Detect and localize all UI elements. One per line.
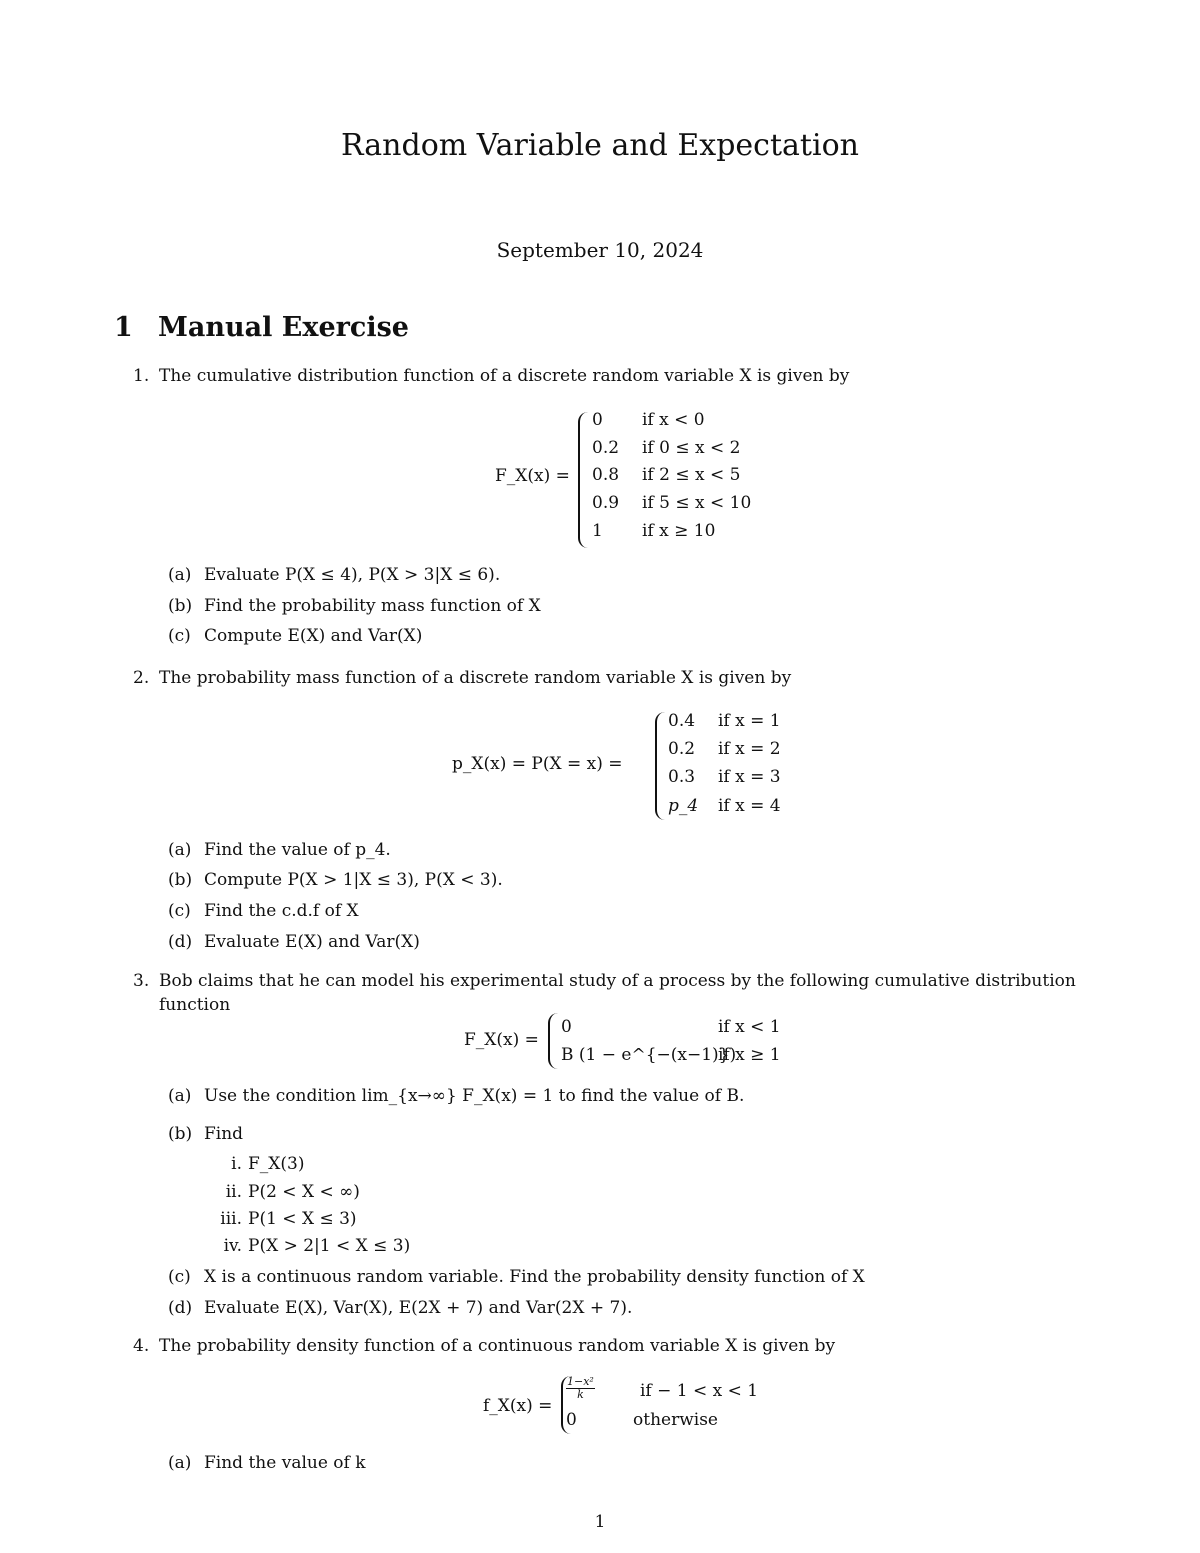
part-label: (c): [168, 626, 191, 646]
part-label: (b): [168, 1124, 193, 1144]
part-text: Compute E(X) and Var(X): [204, 626, 423, 646]
q2-case-value: p_4: [668, 796, 699, 816]
part-label: (a): [168, 565, 192, 585]
question-number: 1.: [133, 366, 150, 386]
subpart-text: F_X(3): [248, 1154, 305, 1174]
question-number: 4.: [133, 1336, 150, 1356]
part-label: (d): [168, 1298, 193, 1318]
part-text: Find the value of k: [204, 1453, 366, 1473]
question-4: [133, 1336, 835, 1356]
q1-lhs: F_X(x) =: [495, 466, 570, 486]
question-3: [133, 971, 1076, 991]
q2-brace: [655, 712, 667, 820]
q4-lhs: f_X(x) =: [483, 1396, 553, 1416]
q4-case-value: 0: [566, 1410, 577, 1430]
q3-case-condition: if x < 1: [718, 1017, 781, 1037]
q3-case-value: 0: [561, 1017, 572, 1037]
q3-case-value: B (1 − e^{−(x−1)}): [561, 1045, 737, 1065]
part-label: (b): [168, 870, 193, 890]
subpart-text: P(2 < X < ∞): [248, 1182, 360, 1202]
page-number: 1: [594, 1512, 606, 1532]
q3-subpart-iii: [200, 1209, 357, 1229]
question-text: The probability mass function of a discrete random variable X is given by: [159, 668, 792, 688]
q1-case-condition: if 5 ≤ x < 10: [642, 493, 752, 513]
q1-case-value: 0: [592, 410, 603, 430]
q2-part-d: [168, 932, 420, 952]
q3-subpart-i: [200, 1154, 304, 1174]
fraction-numerator: 1−x²: [567, 1375, 594, 1388]
q4-case-condition: otherwise: [633, 1410, 718, 1430]
part-label: (a): [168, 1453, 192, 1473]
q2-case-value: 0.2: [668, 739, 696, 759]
q1-case-value: 0.8: [592, 465, 620, 485]
part-text: Evaluate E(X), Var(X), E(2X + 7) and Var(2X + 7).: [204, 1298, 633, 1318]
part-text: Compute P(X > 1|X ≤ 3), P(X < 3).: [204, 870, 503, 890]
subpart-label: ii.: [225, 1182, 242, 1202]
question-text: The probability density function of a continuous random variable X is given by: [159, 1336, 836, 1356]
q3-part-a: [168, 1086, 744, 1106]
part-text: Evaluate P(X ≤ 4), P(X > 3|X ≤ 6).: [204, 565, 501, 585]
q2-case-condition: if x = 1: [718, 711, 781, 731]
q1-case-value: 0.2: [592, 438, 620, 458]
q3-lhs: F_X(x) =: [464, 1030, 539, 1050]
q2-part-c: [168, 901, 359, 921]
q2-part-a: [168, 840, 391, 860]
document-date: September 10, 2024: [496, 238, 704, 262]
document-title: Random Variable and Expectation: [341, 128, 859, 163]
q1-brace: [578, 412, 590, 548]
q1-case-condition: if x ≥ 10: [642, 521, 716, 541]
q4-part-a: [168, 1453, 366, 1473]
subpart-text: P(1 < X ≤ 3): [248, 1209, 357, 1229]
section-number: 1: [114, 312, 133, 343]
subpart-label: i.: [231, 1154, 242, 1174]
q1-part-a: [168, 565, 500, 585]
question-number: 2.: [133, 668, 150, 688]
q4-fraction: [566, 1376, 595, 1401]
q2-lhs: p_X(x) = P(X = x) =: [452, 754, 623, 774]
part-text: X is a continuous random variable. Find the probability density function of X: [204, 1267, 865, 1287]
part-label: (a): [168, 840, 192, 860]
q1-case-value: 1: [592, 521, 603, 541]
q2-case-value: 0.4: [668, 711, 696, 731]
subpart-label: iv.: [223, 1236, 242, 1256]
q1-part-b: [168, 596, 541, 616]
q3-part-b: [168, 1124, 243, 1144]
q3-case-condition: if x ≥ 1: [718, 1045, 781, 1065]
part-label: (b): [168, 596, 193, 616]
part-label: (c): [168, 901, 191, 921]
part-text: Find the c.d.f of X: [204, 901, 359, 921]
question-text-continued: function: [159, 995, 231, 1015]
question-1: [133, 366, 849, 386]
q3-brace: [548, 1013, 560, 1069]
subpart-label: iii.: [220, 1209, 242, 1229]
question-text: The cumulative distribution function of a discrete random variable X is given by: [159, 366, 850, 386]
q3-part-d: [168, 1298, 632, 1318]
q2-case-value: 0.3: [668, 767, 696, 787]
q1-case-value: 0.9: [592, 493, 620, 513]
q1-case-condition: if 2 ≤ x < 5: [642, 465, 741, 485]
q4-case-condition: if − 1 < x < 1: [640, 1381, 759, 1401]
q2-part-b: [168, 870, 503, 890]
q1-case-condition: if 0 ≤ x < 2: [642, 438, 741, 458]
q3-part-c: [168, 1267, 865, 1287]
q1-case-condition: if x < 0: [642, 410, 705, 430]
q3-subpart-iv: [200, 1236, 410, 1256]
subpart-text: P(X > 2|1 < X ≤ 3): [248, 1236, 411, 1256]
part-text: Evaluate E(X) and Var(X): [204, 932, 420, 952]
part-label: (c): [168, 1267, 191, 1287]
q2-case-condition: if x = 4: [718, 796, 781, 816]
part-text: Find the value of p_4.: [204, 840, 391, 860]
part-label: (d): [168, 932, 193, 952]
part-text: Use the condition lim_{x→∞} F_X(x) = 1 to find the value of B.: [204, 1086, 745, 1106]
q1-part-c: [168, 626, 422, 646]
q3-subpart-ii: [200, 1182, 360, 1202]
section-heading: [114, 312, 409, 343]
section-title: Manual Exercise: [158, 312, 409, 343]
part-label: (a): [168, 1086, 192, 1106]
fraction-denominator: k: [577, 1388, 584, 1401]
q2-case-condition: if x = 3: [718, 767, 781, 787]
question-text: Bob claims that he can model his experimental study of a process by the following cumulative distribution: [159, 971, 1076, 991]
question-number: 3.: [133, 971, 150, 991]
part-text: Find the probability mass function of X: [204, 596, 541, 616]
question-2: [133, 668, 791, 688]
q2-case-condition: if x = 2: [718, 739, 781, 759]
part-text: Find: [204, 1124, 244, 1144]
